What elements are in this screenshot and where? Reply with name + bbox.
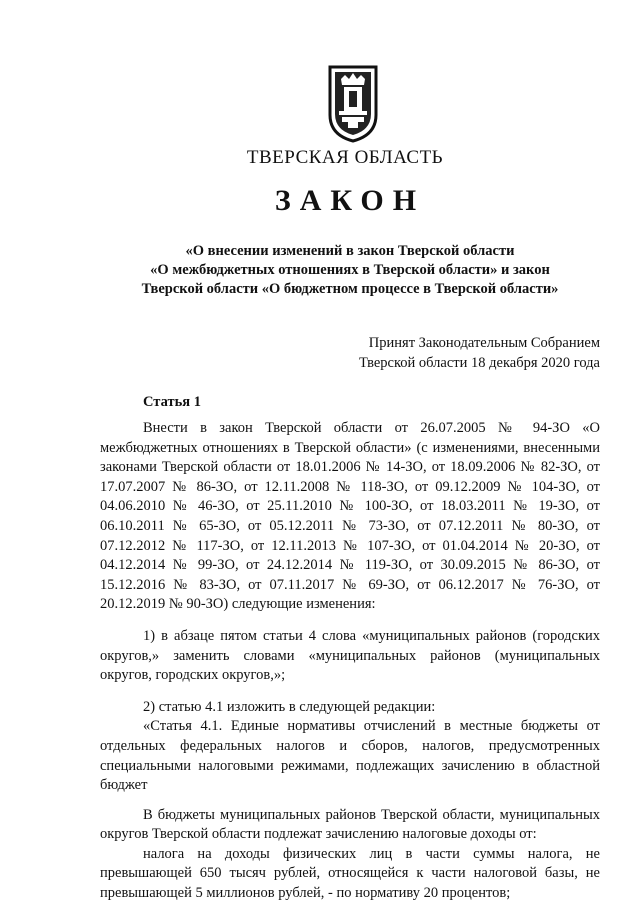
amendment-item-1: 1) в абзаце пятом статьи 4 слова «муниципальных районов (городских округов,» заменить словами «муниципальных районов (муниципальных округов, городских округов,»; [100,627,600,684]
law-title [100,242,600,299]
adoption-line: Принят Законодательным Собранием [368,335,600,351]
article-heading: Статья 1 [143,394,201,410]
law-title-line: «О межбюджетных отношениях в Тверской области» и закон [150,262,550,278]
article-paragraph: налога на доходы физических лиц в части суммы налога, не превышающей 650 тысяч рублей, относящейся к части налоговой базы, не превышающей 5 миллионов рублей, - по нормативу 20 процентов; [100,845,600,902]
article-intro: Внести в закон Тверской области от 26.07.2005 № 94-ЗО «О межбюджетных отношениях в Тверской области» (с изменениями, внесенными законами Тверской области от 18.01.2006 № 14-ЗО, от 18.09.2006 № 82-ЗО, от 17.07.2007 № 86-ЗО, от 12.11.2008 № 118-ЗО, от 09.12.2009 № 104-ЗО, от 04.06.2010 № 46-ЗО, от 25.11.2010 № 100-ЗО, от 18.03.2011 № 19-ЗО, от 06.10.2011 № 65-ЗО, от 05.12.2011 № 73-ЗО, от 07.12.2011 № 80-ЗО, от 07.12.2012 № 117-ЗО, от 12.11.2013 № 107-ЗО, от 01.04.2014 № 20-ЗО, от 04.12.2014 № 99-ЗО, от 24.12.2014 № 119-ЗО, от 30.09.2015 № 86-ЗО, от 15.12.2016 № 83-ЗО, от 07.11.2017 № 69-ЗО, от 06.12.2017 № 76-ЗО, от 20.12.2019 № 90-ЗО) следующие изменения: [100,420,600,613]
article-body [100,419,600,904]
article-paragraph: В бюджеты муниципальных районов Тверской области, муниципальных округов Тверской области подлежат зачислению налоговые доходы от: [100,806,600,843]
document-type: ЗАКОН [274,184,426,217]
adoption-note [359,333,600,373]
law-title-line: «О внесении изменений в закон Тверской области [185,243,515,259]
coat-of-arms-emblem [327,65,379,143]
amendment-quote: «Статья 4.1. Единые нормативы отчислений в местные бюджеты от отдельных федеральных налогов и сборов, налогов, предусмотренных специальными налоговыми режимами, подлежащих зачислению в областной бюджет [100,718,600,794]
region-name: ТВЕРСКАЯ ОБЛАСТЬ [246,147,444,168]
amendment-item-2: 2) статью 4.1 изложить в следующей редакции: [143,698,436,715]
adoption-line: Тверской области 18 декабря 2020 года [358,355,600,371]
law-title-line: Тверской области «О бюджетном процессе в Тверской области» [141,281,559,297]
